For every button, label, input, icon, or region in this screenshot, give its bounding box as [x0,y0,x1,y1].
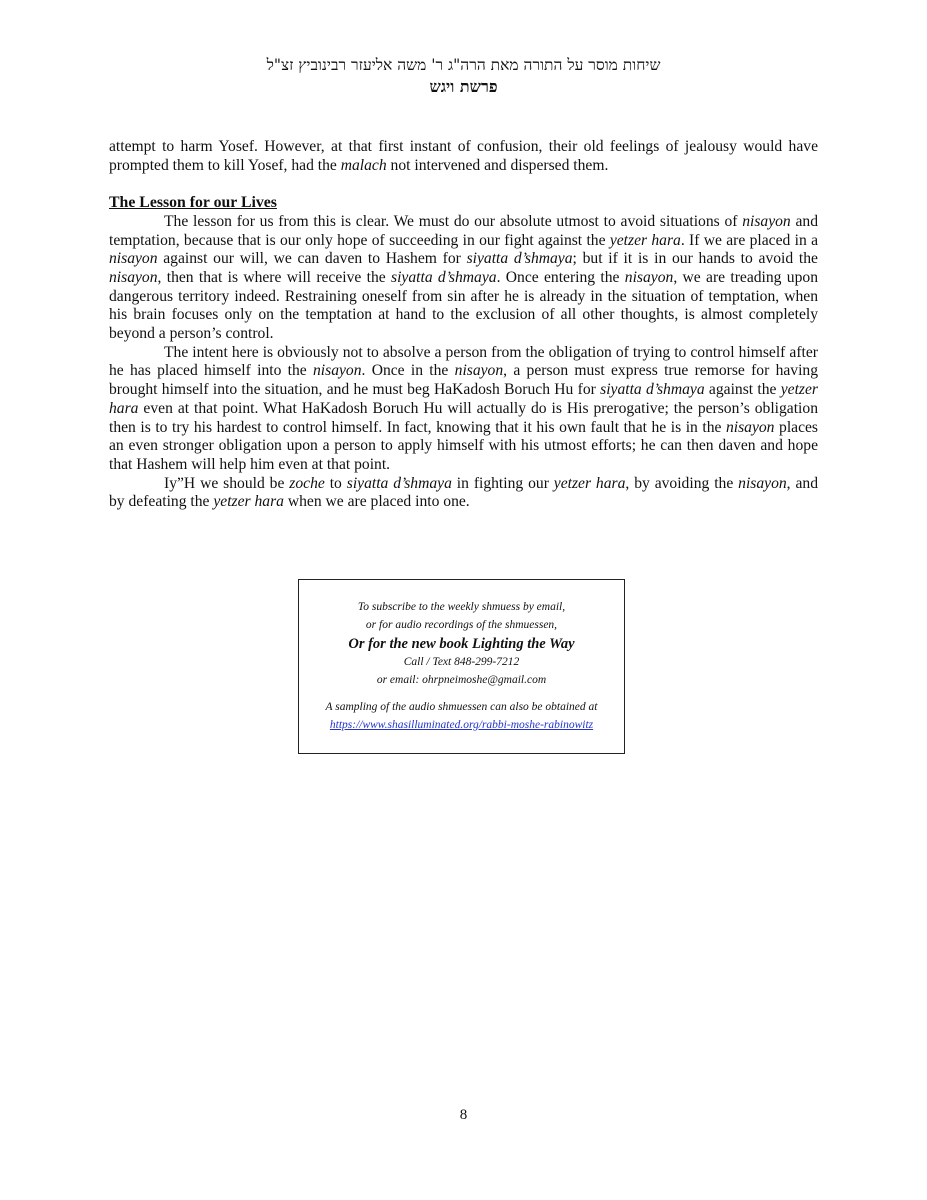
paragraph-3: Iy”H we should be zoche to siyatta d’shmaya in fighting our yetzer hara, by avoiding the nisayon, and by defeating the yetzer hara when we are placed into one. [109,474,818,511]
header-parsha: פרשת ויגש [429,77,498,96]
paragraph-1: The lesson for us from this is clear. We must do our absolute utmost to avoid situations of nisayon and temptation, because that is our only hope of succeeding in our fight against the yetzer hara. If we are placed in a nisayon against our will, we can daven to Hashem for siyatta d’shmaya; but if it is in our hands to avoid the nisayon, then that is where will receive the siyatta d’shmaya. Once entering the nisayon, we are treading upon dangerous territory indeed. Restraining oneself from sin after he is already in the situation of temptation, when his brain focuses only on the temptation at hand to the exclusion of all other thoughts, is almost completely beyond a person’s control. [109,212,818,343]
phone-line: Call / Text 848-299-7212 [403,656,520,668]
subscribe-line: To subscribe to the weekly shmuess by email, [357,601,566,613]
audio-link[interactable]: https://www.shasilluminated.org/rabbi-moshe-rabinowitz [329,718,594,731]
page-number: 8 [459,1107,468,1123]
header-title: שיחות מוסר על התורה מאת הרה"ג ר' משה אליעזר רבינוביץ זצ"ל [266,56,661,74]
subscription-box [298,579,625,754]
audio-line: or for audio recordings of the shmuessen, [365,618,558,631]
page-header [0,55,927,97]
section-heading: The Lesson for our Lives [109,194,277,212]
spacer [109,175,818,194]
intro-paragraph: attempt to harm Yosef. However, at that first instant of confusion, their old feelings of jealousy would have prompted them to kill Yosef, had the malach not intervened and dispersed them. [109,138,818,174]
email-line: or email: ohrpneimoshe@gmail.com [376,673,547,686]
book-line: Or for the new book Lighting the Way [348,636,575,652]
sampling-line: A sampling of the audio shmuessen can also be obtained at [325,701,598,713]
spacer [299,689,624,699]
article-body [109,138,818,512]
paragraph-2: The intent here is obviously not to absolve a person from the obligation of trying to control himself after he has placed himself into the nisayon. Once in the nisayon, a person must express true remorse for having brought himself into the situation, and he must beg HaKadosh Boruch Hu for siyatta d’shmaya against the yetzer hara even at that point. What HaKadosh Boruch Hu will actually do is His prerogative; the person’s obligation then is to try his hardest to control himself. In fact, knowing that it his own fault that he is in the nisayon places an even stronger obligation upon a person to apply himself with his utmost efforts; he can then daven and hope that Hashem will help him even at that point. [109,343,819,473]
